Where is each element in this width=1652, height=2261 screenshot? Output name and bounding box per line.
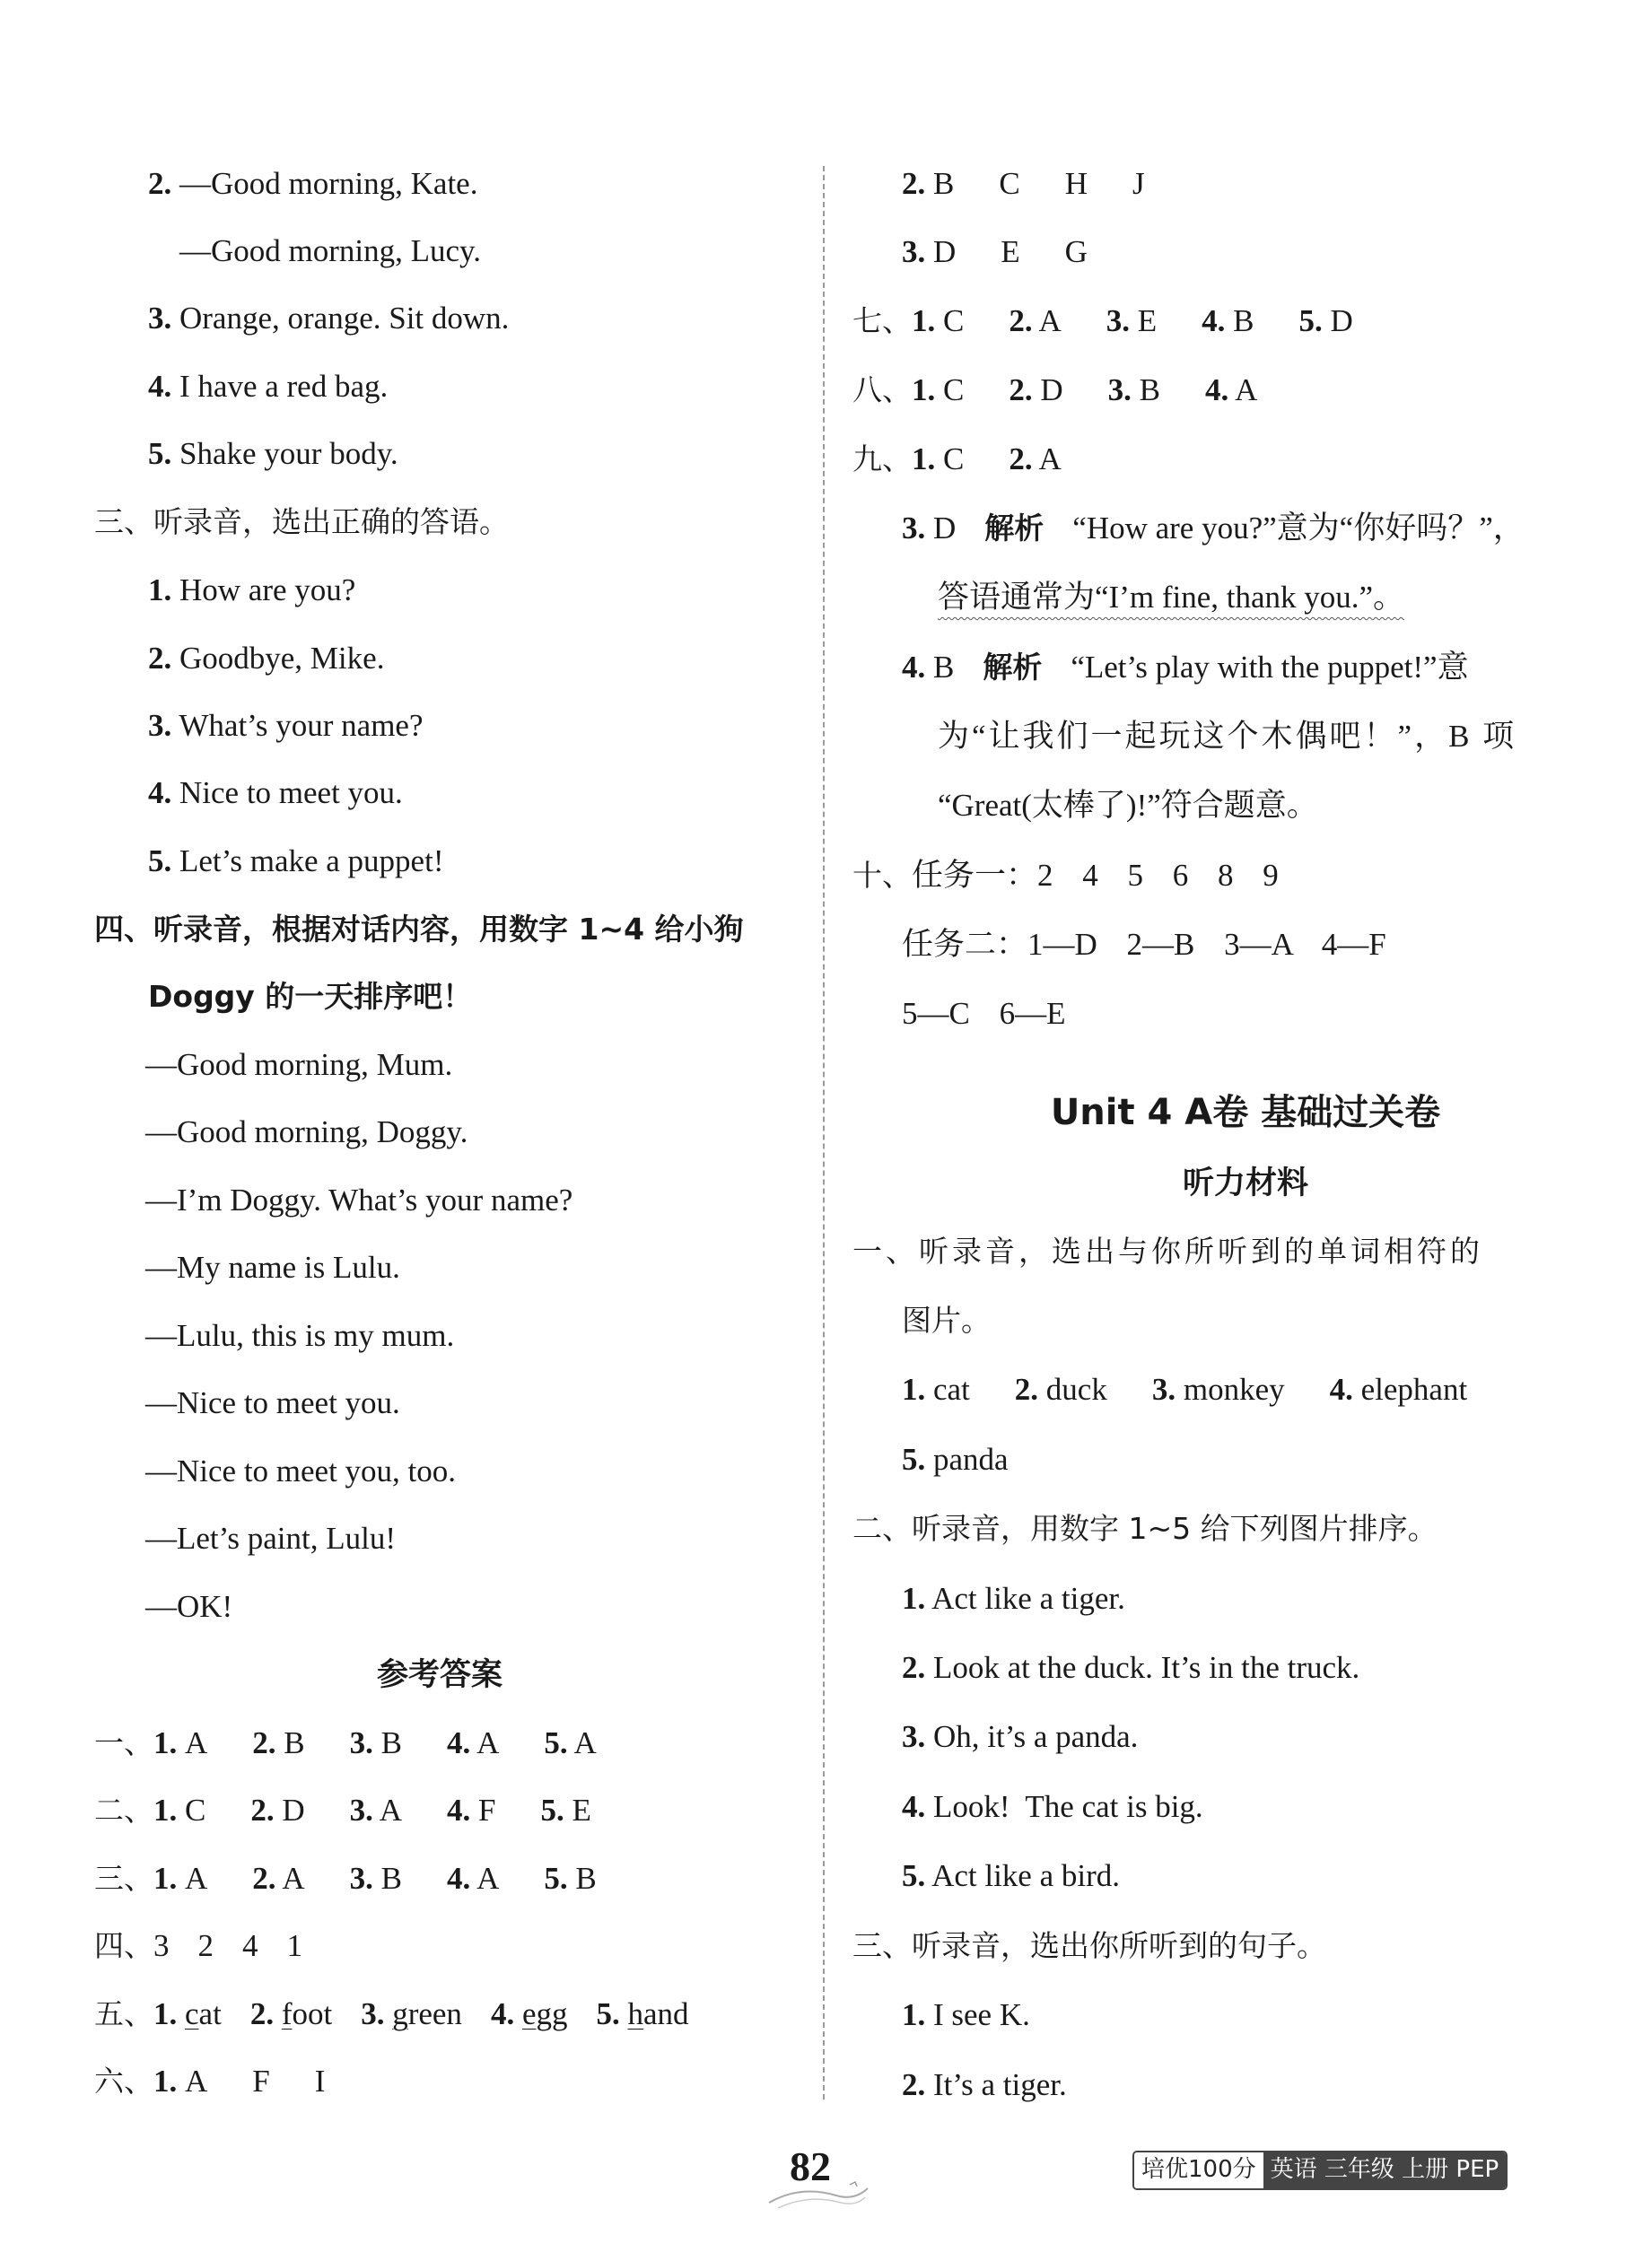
s3-item: 3. What’s your name? (148, 708, 424, 743)
answers-heading: 参考答案 (376, 1657, 503, 1693)
section-4-title-cont: Doggy 的一天排序吧！ (148, 979, 473, 1014)
section-4-title: 四、听录音，根据对话内容，用数字 1~4 给小狗 (94, 912, 744, 947)
book-tag (1132, 2151, 1508, 2190)
r-s3-item: 1. I see K. (902, 1997, 1030, 2032)
r-s2-item: 5. Act like a bird. (902, 1858, 1121, 1893)
r-s2-item: 4. Look! The cat is big. (902, 1789, 1203, 1824)
book-info-label: 英语 三年级 上册 PEP (1263, 2152, 1507, 2188)
answer-row-10: 十、任务一：2 4 5 6 8 9 (852, 858, 1279, 893)
r-section-1-title-cont: 图片。 (902, 1303, 991, 1338)
answer-9-4-cont2: “Great(太棒了)!”符合题意。 (938, 788, 1318, 823)
answer-10-task2-cont: 5—C 6—E (902, 996, 1066, 1031)
r-section-1-items: 1. cat 2. duck 3. monkey 4. elephant (902, 1372, 1468, 1407)
r-section-1-item5: 5. panda (902, 1442, 1009, 1477)
section-3-title: 三、听录音，选出正确的答语。 (94, 504, 509, 539)
dialog-line: —I’m Doggy. What’s your name? (145, 1183, 573, 1218)
answer-9-3-cont: 答语通常为“I’m fine, thank you.”。 (938, 580, 1405, 615)
s3-item: 1. How are you? (148, 572, 356, 607)
answer-row-7: 七、1. C 2. A 3. E 4. B 5. D (852, 303, 1353, 338)
answer-10-task2: 任务二：1—D 2—B 3—A 4—F (902, 927, 1386, 962)
r-section-2-title: 二、听录音，用数字 1~5 给下列图片排序。 (852, 1511, 1438, 1546)
answer-row-2: 二、1. C 2. D 3. A 4. F 5. E (94, 1793, 591, 1828)
r-s3-item: 2. It’s a tiger. (902, 2067, 1067, 2102)
answer-6-3: 3. D E G (902, 234, 1088, 269)
r-s2-item: 2. Look at the duck. It’s in the truck. (902, 1650, 1360, 1685)
s3-item: 5. Let’s make a puppet! (148, 843, 444, 878)
answer-row-1: 一、1. A 2. B 3. B 4. A 5. A (94, 1725, 597, 1760)
answer-row-8: 八、1. C 2. D 3. B 4. A (852, 372, 1258, 407)
answer-row-6: 六、1. A F I (94, 2064, 326, 2099)
r-section-1-title: 一、听录音，选出与你所听到的单词相符的 (852, 1234, 1483, 1269)
line-2: 2. —Good morning, Kate. (148, 166, 478, 201)
line-4: 4. I have a red bag. (148, 369, 389, 404)
s3-item: 4. Nice to meet you. (148, 775, 403, 810)
answer-9-4-cont: 为“让我们一起玩这个木偶吧！”，B 项 (938, 719, 1517, 754)
r-section-3-title: 三、听录音，选出你所听到的句子。 (852, 1928, 1326, 1963)
answer-row-5: 五、1. cat 2. foot 3. green 4. egg 5. hand (94, 1996, 689, 2031)
unit-title: Unit 4 A卷 基础过关卷 (1050, 1092, 1441, 1133)
answer-row-4: 四、3 2 4 1 (94, 1928, 302, 1963)
s3-item: 2. Goodbye, Mike. (148, 641, 385, 676)
r-s2-item: 3. Oh, it’s a panda. (902, 1719, 1139, 1754)
r-s2-item: 1. Act like a tiger. (902, 1581, 1125, 1616)
dialog-line: —OK! (145, 1589, 233, 1624)
dialog-line: —My name is Lulu. (145, 1250, 400, 1285)
column-divider (823, 166, 825, 2100)
line-3: 3. Orange, orange. Sit down. (148, 301, 510, 336)
answer-9-4: 4. B 解析 “Let’s play with the puppet!”意 (902, 650, 1469, 685)
dialog-line: —Nice to meet you, too. (145, 1454, 457, 1488)
wave-ornament-icon (765, 2176, 872, 2212)
dialog-line: —Good morning, Mum. (145, 1047, 453, 1082)
answer-row-9: 九、1. C 2. A (852, 441, 1062, 476)
series-label: 培优100分 (1134, 2152, 1263, 2188)
dialog-line: —Let’s paint, Lulu! (145, 1521, 396, 1556)
dialog-line: —Nice to meet you. (145, 1385, 400, 1420)
dialog-line: —Good morning, Doggy. (145, 1114, 468, 1149)
dialog-line: —Lulu, this is my mum. (145, 1318, 455, 1353)
answer-6-2: 2. B C H J (902, 166, 1145, 201)
listening-heading: 听力材料 (1182, 1165, 1308, 1201)
line-2b: —Good morning, Lucy. (179, 233, 482, 268)
line-5: 5. Shake your body. (148, 436, 398, 471)
page-number: 82 (790, 2143, 831, 2189)
answer-9-3: 3. D 解析 “How are you?”意为“你好吗？”， (902, 511, 1525, 546)
answer-row-3: 三、1. A 2. A 3. B 4. A 5. B (94, 1861, 597, 1896)
